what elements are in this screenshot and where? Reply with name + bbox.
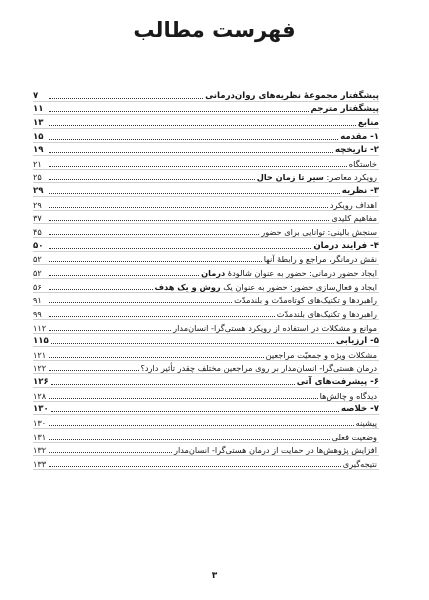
toc-entry-title: سنجش بالینی: توانایی برای حضور [261, 227, 377, 238]
dot-leader [49, 302, 232, 303]
toc-entry [33, 183, 379, 197]
toc-entry [33, 265, 379, 279]
toc-entry [33, 88, 379, 102]
dot-leader [49, 193, 340, 194]
toc-entry-title: راهبردها و تکنیک‌های کوتاه‌مدّت و بلندمدّت [234, 295, 377, 306]
toc-entry-title: ۲- تاریخچه [334, 145, 379, 156]
toc-entry-title [201, 268, 379, 278]
dot-leader [49, 179, 255, 180]
toc-entry [33, 429, 379, 443]
toc-entry [33, 388, 379, 402]
toc-entry-title: افزایش پژوهش‌ها در حمایت از درمان هستی‌گرا- انسان‌مدار [173, 445, 377, 456]
toc-entry-title: ۶- پیشرفت‌های آتی [296, 377, 379, 388]
toc-entry-title: پیشگفتار مترجم [310, 104, 379, 115]
toc-entry [33, 402, 379, 416]
dot-leader [49, 152, 333, 153]
toc-entry-title: خاستگاه [348, 158, 377, 169]
toc-entry-title: ۳- نظریه [341, 186, 379, 197]
dot-leader [49, 439, 330, 440]
toc-entry-title: منابع [357, 117, 379, 128]
dot-leader [49, 330, 171, 331]
toc-entry [33, 293, 379, 307]
toc-entry-title: نتیجه‌گیری [342, 458, 377, 469]
toc-entry [33, 129, 379, 143]
dot-leader [49, 452, 172, 453]
toc-entry-page: ۹۱ [33, 295, 42, 306]
dot-leader [49, 166, 347, 167]
toc-entry [33, 252, 379, 266]
toc-entry-page: ۵۲ [33, 267, 42, 278]
toc-entry [33, 306, 379, 320]
toc-entry-title: اهداف رویکرد [329, 199, 377, 210]
toc-entry-page: ۱۲۸ [33, 390, 47, 401]
toc-entry [33, 279, 379, 293]
dot-leader [51, 343, 334, 344]
toc-entry [33, 415, 379, 429]
toc-entry-title: ۵- ارزیابی [335, 336, 379, 347]
dot-leader [49, 125, 356, 126]
toc-entry-title: مفاهیم کلیدی [331, 213, 377, 224]
toc-entry [33, 115, 379, 129]
dot-leader [49, 220, 329, 221]
page-number: ۳ [211, 571, 218, 581]
toc-entry-title [257, 172, 379, 182]
dot-leader [49, 234, 259, 235]
toc-entry [33, 143, 379, 157]
toc-entry-page: ۱۳ [33, 117, 44, 128]
toc-entry [33, 347, 379, 361]
toc-entry [33, 361, 379, 375]
toc-entry [33, 102, 379, 116]
toc-entry [33, 197, 379, 211]
toc-entry-title-emphasis: درمان [201, 267, 226, 278]
toc-entry-title-emphasis: سیر تا زمان حال [256, 172, 324, 183]
toc-entry-page: ۱۹ [33, 145, 44, 156]
toc-entry [33, 334, 379, 348]
dot-leader [51, 384, 295, 385]
dot-leader [49, 370, 139, 371]
toc-entry-title: ۴- فرایند درمان [313, 240, 379, 251]
toc-entry-page: ۱۱ [33, 104, 44, 115]
toc-entry-title-emphasis: روش و یک هدف [154, 281, 221, 292]
toc-entry-title: موانع و مشکلات در استفاده از رویکرد هستی‌گرا- انسان‌مدار [173, 322, 377, 333]
dot-leader [49, 357, 264, 358]
toc-entry-page: ۵۰ [33, 240, 44, 251]
toc-entry-page: ۱۳۲ [33, 445, 47, 456]
toc-entry-page: ۲۵ [33, 172, 42, 183]
toc-entry-page: ۲۹ [33, 199, 42, 210]
toc-entry [33, 443, 379, 457]
toc-entry-title: پیشینه [355, 418, 377, 429]
toc-entry-page: ۹۹ [33, 308, 42, 319]
dot-leader [49, 111, 309, 112]
dot-leader [51, 411, 339, 412]
dot-leader [49, 139, 338, 140]
toc-entry [33, 374, 379, 388]
toc-entry-title: ۷- خلاصه [340, 404, 379, 415]
toc-entry [33, 224, 379, 238]
toc-entry-page: ۱۲۱ [33, 349, 47, 360]
toc-entry-page: ۱۳۱ [33, 431, 47, 442]
toc-entry-page: ۱۲۶ [33, 377, 49, 388]
toc-entry-title: پیشگفتار مجموعهٔ نظریه‌های روان‌درمانی [205, 90, 379, 101]
toc-entry [33, 156, 379, 170]
toc-entry [33, 170, 379, 184]
toc-entry-page: ۱۱۵ [33, 336, 49, 347]
dot-leader [49, 207, 328, 208]
toc-entry-page: ۴۵ [33, 227, 42, 238]
toc-entry-title: درمان هستی‌گرا- انسان‌مدار بر روی مراجعین مختلف چقدر تأثیر دارد؟ [140, 363, 377, 374]
toc-entry-page: ۲۹ [33, 186, 44, 197]
dot-leader [49, 275, 199, 276]
toc-entry-title-plain: ایجاد و فعال‌سازی حضور: حضور به عنوان یک [220, 281, 377, 292]
toc-entry-title-plain: رویکرد معاصر: [323, 172, 377, 183]
dot-leader [49, 289, 153, 290]
toc-entry-page: ۳۷ [33, 213, 42, 224]
toc-entry-page: ۱۳۰ [33, 418, 47, 429]
dot-leader [49, 316, 275, 317]
toc-entry-page: ۵۶ [33, 281, 42, 292]
table-of-contents [33, 88, 379, 470]
toc-entry-page: ۱۵ [33, 131, 44, 142]
toc-entry-page: ۱۳۳ [33, 458, 47, 469]
dot-leader [49, 425, 354, 426]
dot-leader [49, 98, 203, 99]
toc-entry-title [155, 282, 380, 292]
toc-entry-page: ۱۳۰ [33, 404, 49, 415]
toc-entry [33, 211, 379, 225]
toc-entry-title-plain: ایجاد حضور درمانی: حضور به عنوان شالودهٔ [225, 267, 377, 278]
toc-entry-title: راهبردها و تکنیک‌های بلندمدّت [276, 308, 377, 319]
toc-entry-page: ۵۲ [33, 254, 42, 265]
toc-entry-page: ۷ [33, 90, 39, 101]
toc-entry [33, 456, 379, 470]
toc-entry-page: ۲۱ [33, 158, 42, 169]
toc-entry-title: مشکلات ویژه و جمعیّت مراجعین [265, 349, 377, 360]
dot-leader [49, 261, 262, 262]
toc-entry [33, 320, 379, 334]
toc-entry-title: دیدگاه و چالش‌ها [319, 390, 377, 401]
toc-entry-title: ۱- مقدمه [340, 131, 379, 142]
toc-entry-title: نقش درمانگر، مراجع و رابطهٔ آنها [263, 254, 377, 265]
toc-entry-title: وضعیت فعلی [331, 431, 377, 442]
dot-leader [49, 248, 311, 249]
page-title: فهرست مطالب [133, 18, 296, 42]
dot-leader [49, 466, 341, 467]
dot-leader [49, 398, 318, 399]
toc-entry [33, 238, 379, 252]
toc-entry-page: ۱۲۲ [33, 363, 47, 374]
toc-entry-page: ۱۱۲ [33, 322, 47, 333]
